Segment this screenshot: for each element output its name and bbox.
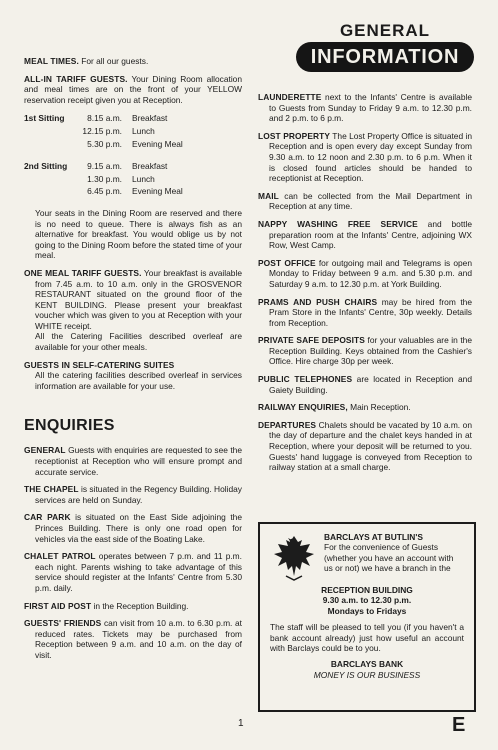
page-number: 1 [238, 718, 244, 729]
one-meal-tariff: ONE MEAL TARIFF GUESTS. Your breakfast is available from 7.45 a.m. to 10 a.m. only in the GROSVENOR RESTAURANT situated on the ground floor of the KENT BUILDING. Please present your breakfast voucher which was given to you at Reception with your WHITE receipt. [24, 267, 242, 331]
barclays-title: BARCLAYS AT BUTLIN'S [324, 532, 423, 542]
meal-times: MEAL TIMES. For all our guests. [24, 56, 149, 66]
all-in-tariff: ALL-IN TARIFF GUESTS. Your Dining Room allocation and meal times are on the front of your YELLOW reservation receipt given you at Reception. [24, 73, 243, 105]
enquiry-chapel: THE CHAPEL is situated in the Regency Building. Holiday services are held on Sunday. [24, 484, 242, 505]
second-sitting-schedule: 2nd Sitting 9.15 a.m. Breakfast 1.30 p.m. Lunch 6.45 p.m. Evening Meal [24, 161, 183, 197]
barclays-motto: MONEY IS OUR BUSINESS [313, 669, 421, 680]
enquiry-car-park: CAR PARK is situated on the East Side adjoining the Princes Building. There is only one road open for vehicles via the east side of the Boating Lake. [24, 512, 242, 544]
barclays-body: The staff will be pleased to tell you (if you haven't a bank account already) just how useful an account with Barclays could be to you. [270, 622, 464, 654]
mail: MAIL can be collected from the Mail Department in Reception at any time. [258, 190, 472, 212]
section-letter: E [452, 714, 466, 736]
enquiry-general: GENERAL Guests with enquiries are requested to see the receptionist at Reception who will ensure prompt and accurate service. [24, 445, 242, 477]
safe-deposits: PRIVATE SAFE DEPOSITS for your valuables are in the Reception Building. Keys obtained from the Cashier's Office. Hire charge 30p per week. [258, 335, 472, 367]
eagle-icon [270, 532, 318, 582]
header-general: GENERAL [339, 21, 431, 40]
public-telephones: PUBLIC TELEPHONES are located in Reception and Gaiety Building. [258, 374, 472, 395]
enquiry-first-aid: FIRST AID POST in the Reception Building. [24, 600, 189, 611]
prams-push-chairs: PRAMS AND PUSH CHAIRS may be hired from the Pram Store in the Infants' Centre, 30p weekly. Details from Reception. [258, 296, 472, 328]
self-catering-heading: GUESTS IN SELF-CATERING SUITES [24, 359, 175, 370]
barclays-hours: 9.30 a.m. to 12.30 p.m. [322, 595, 412, 606]
barclays-building: RECEPTION BUILDING [321, 585, 413, 595]
launderette: LAUNDERETTE next to the Infants' Centre is available to Guests from Sunday to Friday 9 a.m. to 12.30 p.m. and 2 p.m. to 6 p.m. [258, 92, 472, 124]
first-sitting-schedule: 1st Sitting 8.15 a.m. Breakfast 12.15 p.m. Lunch 5.30 p.m. Evening Meal [24, 113, 183, 149]
enquiries-title: ENQUIRIES [24, 417, 115, 435]
enquiry-guests-friends: GUESTS' FRIENDS can visit from 10 a.m. to 6.30 p.m. at reduced rates. Tickets may be purchased from Reception between 9 a.m. and 10 a.m. on the day of visit. [24, 618, 243, 660]
barclays-bank-name: BARCLAYS BANK [330, 659, 404, 670]
nappy-washing: NAPPY WASHING FREE SERVICE and bottle preparation room at the Infants' Centre, adjoining WX Row, West Camp. [258, 218, 472, 251]
departures: DEPARTURES Chalets should be vacated by 10 a.m. on the day of departure and the chalet keys handed in at Reception, where your deposit will be returned to you. Guests' hand luggage is conveyed from Reception to railway station at a small charge. [258, 419, 472, 473]
barclays-days: Mondays to Fridays [327, 605, 407, 616]
lost-property: LOST PROPERTY The Lost Property Office is situated in Reception and is open every day except Sunday from 9.30 a.m. to 12 noon and 2.30 p.m. to 6 p.m. When it is closed found articles should be handed to receptionist at Reception. [258, 130, 473, 184]
right-column [258, 92, 472, 480]
post-office: POST OFFICE for outgoing mail and Telegrams is open Monday to Friday between 9 a.m. and 5.30 p.m. and Saturday 9 a.m. to 12.30 p.m. at York Building. [258, 257, 472, 289]
seats-note: Your seats in the Dining Room are reserved and there is no need to queue. There is always fish as an alternative for breakfast. You would oblige us by not going to the Dining Room before the stated time of your meal. [35, 207, 242, 261]
left-column [24, 56, 242, 668]
header-information-badge: INFORMATION [296, 42, 474, 72]
self-catering-text: All the catering facilities described overleaf in services information are available for your use. [35, 370, 242, 391]
barclays-advert [258, 522, 476, 712]
section-header [296, 22, 474, 72]
catering-note: All the Catering Facilities described overleaf are available for your other meals. [35, 331, 242, 353]
railway-enquiries: RAILWAY ENQUIRIES, Main Reception. [258, 402, 411, 413]
enquiry-chalet-patrol: CHALET PATROL operates between 7 p.m. and 11 p.m. each night. Parents wishing to take advantage of this service should register at the Infants' Centre from 5.30 p.m. daily. [24, 551, 242, 593]
barclays-intro: For the convenience of Guests (whether you have an account with us or not) we have a branch in the [324, 542, 454, 574]
